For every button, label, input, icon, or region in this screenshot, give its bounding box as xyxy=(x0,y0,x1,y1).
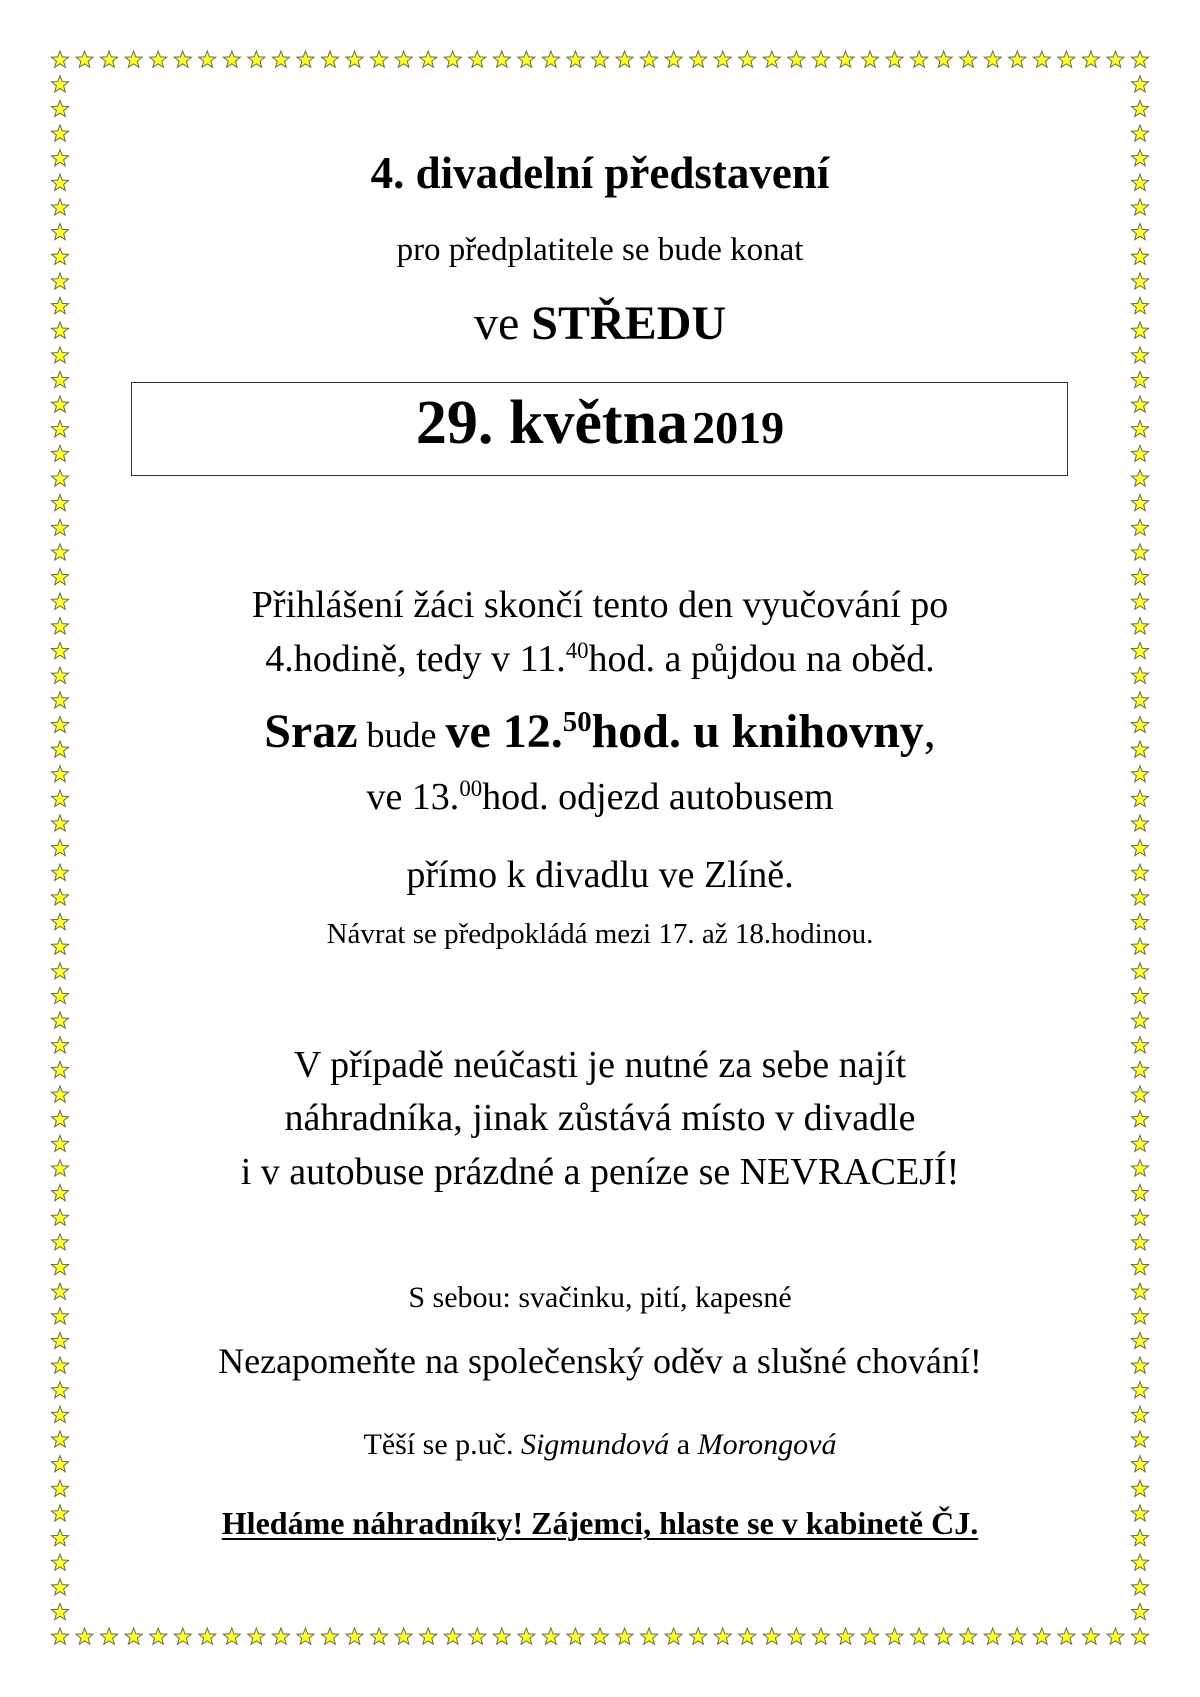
star-icon xyxy=(297,51,314,67)
star-icon xyxy=(665,1628,682,1644)
star-icon xyxy=(51,199,68,215)
star-icon xyxy=(1058,51,1075,67)
end-time-text: 4.hodině, tedy v 11. xyxy=(265,638,566,680)
end-time-minutes: 40 xyxy=(565,638,589,664)
star-icon xyxy=(984,51,1001,67)
warning-line-3: i v autobuse prázdné a peníze se NEVRACEJÍ! xyxy=(240,1151,960,1193)
event-day xyxy=(0,296,1200,351)
star-icon xyxy=(861,1628,878,1644)
star-icon xyxy=(1131,125,1148,141)
star-icon xyxy=(763,51,780,67)
star-icon xyxy=(837,51,854,67)
star-icon xyxy=(51,987,68,1003)
star-icon xyxy=(51,125,68,141)
star-icon xyxy=(1131,470,1148,486)
star-icon xyxy=(1131,51,1148,67)
star-icon xyxy=(444,51,461,67)
meet-time-minutes: 50 xyxy=(562,706,592,739)
date-year: 2019 xyxy=(692,402,785,453)
star-icon xyxy=(76,51,93,67)
star-icon xyxy=(1131,1480,1148,1496)
star-icon xyxy=(837,1628,854,1644)
star-icon xyxy=(51,544,68,560)
star-icon xyxy=(714,1628,731,1644)
star-icon xyxy=(1082,1628,1099,1644)
star-icon xyxy=(542,51,559,67)
star-icon xyxy=(395,1628,412,1644)
star-icon xyxy=(1131,1258,1148,1274)
day-name: STŘEDU xyxy=(531,297,727,350)
star-icon xyxy=(665,51,682,67)
star-icon xyxy=(51,1209,68,1225)
star-icon xyxy=(174,51,191,67)
star-icon xyxy=(51,273,68,289)
star-icon xyxy=(886,1628,903,1644)
star-icon xyxy=(469,51,486,67)
star-icon xyxy=(51,1012,68,1028)
star-icon xyxy=(51,1382,68,1398)
star-icon xyxy=(1131,1234,1148,1250)
star-icon xyxy=(51,1480,68,1496)
star-icon xyxy=(1131,1603,1148,1619)
star-icon xyxy=(1131,76,1148,92)
star-icon xyxy=(567,51,584,67)
star-icon xyxy=(469,1628,486,1644)
schedule-line-1: Přihlášení žáci skončí tento den vyučování po xyxy=(251,584,949,626)
star-icon xyxy=(272,51,289,67)
warning-line-2: náhradníka, jinak zůstává místo v divadle xyxy=(284,1097,916,1139)
star-icon xyxy=(690,1628,707,1644)
star-icon xyxy=(51,519,68,535)
star-icon xyxy=(935,51,952,67)
star-icon xyxy=(1131,1554,1148,1570)
star-icon xyxy=(493,1628,510,1644)
schedule-line-2 xyxy=(0,637,1200,681)
star-icon xyxy=(223,51,240,67)
star-icon xyxy=(1131,273,1148,289)
teacher-name-1: Sigmundová xyxy=(520,1428,670,1461)
departure-time-minutes: 00 xyxy=(459,776,483,802)
teacher-name-2: Morongová xyxy=(697,1428,837,1461)
page-title: 4. divadelní představení xyxy=(370,148,830,198)
departure-text: hod. odjezd autobusem xyxy=(482,776,834,818)
star-icon xyxy=(199,51,216,67)
star-icon xyxy=(371,1628,388,1644)
meet-comma: , xyxy=(923,705,936,758)
star-icon xyxy=(542,1628,559,1644)
star-icon xyxy=(935,1628,952,1644)
star-icon xyxy=(101,51,118,67)
star-icon xyxy=(911,1628,928,1644)
star-icon xyxy=(1131,1382,1148,1398)
star-icon xyxy=(76,1628,93,1644)
star-icon xyxy=(591,51,608,67)
star-icon xyxy=(1131,963,1148,979)
star-icon xyxy=(51,76,68,92)
star-icon xyxy=(591,1628,608,1644)
star-icon xyxy=(125,51,142,67)
star-icon xyxy=(51,963,68,979)
star-icon xyxy=(641,1628,658,1644)
star-icon xyxy=(371,51,388,67)
star-icon xyxy=(51,470,68,486)
star-icon xyxy=(1131,1579,1148,1595)
star-icon xyxy=(493,51,510,67)
star-icon xyxy=(1033,1628,1050,1644)
star-icon xyxy=(248,51,265,67)
destination-line: přímo k divadlu ve Zlíně. xyxy=(406,854,794,896)
event-date xyxy=(0,388,1200,459)
star-icon xyxy=(346,1628,363,1644)
star-icon xyxy=(346,51,363,67)
star-icon xyxy=(444,1628,461,1644)
subtitle: pro předplatitele se bude konat xyxy=(396,232,804,268)
star-icon xyxy=(690,51,707,67)
star-icon xyxy=(1131,519,1148,535)
star-icon xyxy=(395,51,412,67)
star-icon xyxy=(616,51,633,67)
warning-line-1: V případě neúčasti je nutné za sebe najít xyxy=(293,1044,907,1086)
star-icon xyxy=(788,51,805,67)
day-prefix: ve xyxy=(473,297,520,350)
star-icon xyxy=(714,51,731,67)
return-line: Návrat se předpokládá mezi 17. až 18.hodinou. xyxy=(326,918,874,950)
star-icon xyxy=(886,51,903,67)
star-icon xyxy=(861,51,878,67)
star-icon xyxy=(125,1628,142,1644)
dress-code: Nezapomeňte na společenský oděv a slušné chování! xyxy=(218,1341,982,1381)
star-icon xyxy=(1131,1406,1148,1422)
star-icon xyxy=(150,1628,167,1644)
departure-line xyxy=(0,775,1200,819)
star-icon xyxy=(51,1406,68,1422)
star-icon xyxy=(51,371,68,387)
star-icon xyxy=(1058,1628,1075,1644)
star-icon xyxy=(1131,495,1148,511)
star-icon xyxy=(223,1628,240,1644)
signature-prefix: Těší se p.uč. xyxy=(363,1428,521,1461)
star-icon xyxy=(960,1628,977,1644)
star-icon xyxy=(51,51,68,67)
star-icon xyxy=(1131,371,1148,387)
star-icon xyxy=(420,1628,437,1644)
star-icon xyxy=(420,51,437,67)
star-icon xyxy=(297,1628,314,1644)
star-icon xyxy=(248,1628,265,1644)
star-icon xyxy=(616,1628,633,1644)
lunch-text: hod. a půjdou na oběd. xyxy=(588,638,935,680)
star-icon xyxy=(1033,51,1050,67)
star-icon xyxy=(51,1554,68,1570)
star-icon xyxy=(518,51,535,67)
star-icon xyxy=(51,1258,68,1274)
star-icon xyxy=(1131,1209,1148,1225)
star-icon xyxy=(199,1628,216,1644)
meet-bude: bude xyxy=(357,715,446,755)
star-icon xyxy=(101,1628,118,1644)
star-icon xyxy=(788,1628,805,1644)
star-icon xyxy=(51,1628,68,1644)
meet-place: hod. u knihovny xyxy=(591,705,924,758)
star-icon xyxy=(911,51,928,67)
star-icon xyxy=(1009,1628,1026,1644)
star-icon xyxy=(51,1603,68,1619)
star-icon xyxy=(51,100,68,116)
star-icon xyxy=(174,1628,191,1644)
bring-list: S sebou: svačinku, pití, kapesné xyxy=(408,1281,792,1314)
star-icon xyxy=(150,51,167,67)
meet-time: ve 12. xyxy=(445,705,563,758)
star-icon xyxy=(1107,1628,1124,1644)
star-icon xyxy=(739,51,756,67)
star-icon xyxy=(51,1234,68,1250)
signature xyxy=(0,1428,1200,1462)
star-icon xyxy=(1082,51,1099,67)
meet-label: Sraz xyxy=(264,705,358,758)
star-icon xyxy=(1131,544,1148,560)
star-icon xyxy=(567,1628,584,1644)
call-to-action: Hledáme náhradníky! Zájemci, hlaste se v kabinetě ČJ. xyxy=(221,1505,979,1541)
star-icon xyxy=(1009,51,1026,67)
star-icon xyxy=(739,1628,756,1644)
star-icon xyxy=(960,51,977,67)
star-icon xyxy=(518,1628,535,1644)
star-icon xyxy=(1131,1628,1148,1644)
star-icon xyxy=(321,51,338,67)
star-icon xyxy=(1107,51,1124,67)
signature-and: a xyxy=(669,1428,698,1461)
star-icon xyxy=(1131,199,1148,215)
star-icon xyxy=(1131,100,1148,116)
star-icon xyxy=(812,1628,829,1644)
star-icon xyxy=(51,1579,68,1595)
star-icon xyxy=(1131,1012,1148,1028)
star-icon xyxy=(984,1628,1001,1644)
star-icon xyxy=(321,1628,338,1644)
star-icon xyxy=(1131,987,1148,1003)
departure-time: ve 13. xyxy=(366,776,460,818)
star-icon xyxy=(51,495,68,511)
star-icon xyxy=(641,51,658,67)
star-icon xyxy=(812,51,829,67)
meeting-line xyxy=(0,704,1200,759)
date-day-month: 29. května xyxy=(415,389,689,457)
star-icon xyxy=(272,1628,289,1644)
star-icon xyxy=(763,1628,780,1644)
